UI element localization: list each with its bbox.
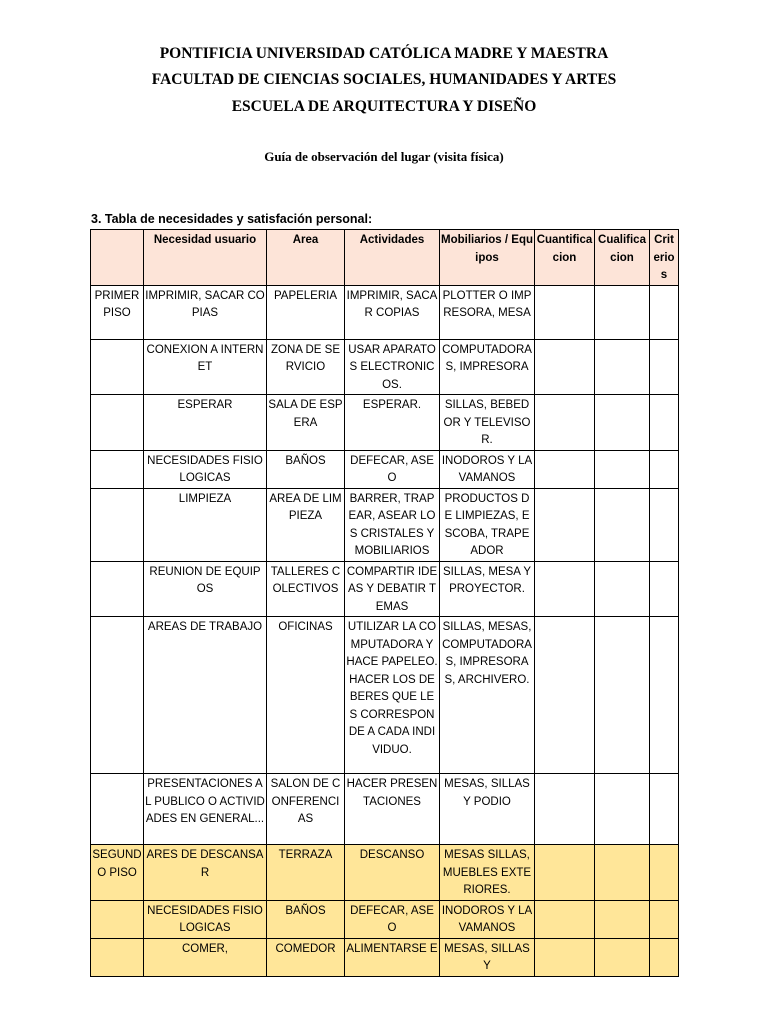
qualification-cell (595, 488, 650, 561)
area-cell: COMEDOR (267, 938, 345, 976)
furniture-cell: SILLAS, BEBEDOR Y TELEVISOR. (440, 395, 535, 451)
need-cell: LIMPIEZA (144, 488, 267, 561)
table-row (91, 395, 679, 451)
needs-table (90, 229, 679, 977)
table-header-row (91, 230, 679, 286)
table-row (91, 845, 679, 901)
header-area: Area (267, 230, 345, 286)
need-cell: AREAS DE TRABAJO (144, 617, 267, 774)
qualification-cell (595, 900, 650, 938)
area-cell: ZONA DE SERVICIO (267, 339, 345, 395)
qualification-cell (595, 617, 650, 774)
need-cell: ARES DE DESCANSAR (144, 845, 267, 901)
need-cell: IMPRIMIR, SACAR COPIAS (144, 285, 267, 339)
criteria-cell (650, 617, 679, 774)
quantification-cell (535, 938, 595, 976)
floor-cell (91, 488, 144, 561)
area-cell: TERRAZA (267, 845, 345, 901)
header-criteria: Criterios (650, 230, 679, 286)
qualification-cell (595, 561, 650, 617)
area-cell: TALLERES COLECTIVOS (267, 561, 345, 617)
header-qualification: Cualificacion (595, 230, 650, 286)
floor-cell: SEGUNDO PISO (91, 845, 144, 901)
area-cell: SALA DE ESPERA (267, 395, 345, 451)
activities-cell: ALIMENTARSE E (345, 938, 440, 976)
university-name: PONTIFICIA UNIVERSIDAD CATÓLICA MADRE Y MAESTRA (159, 45, 609, 62)
header-quantification: Cuantificacion (535, 230, 595, 286)
faculty-name: FACULTAD DE CIENCIAS SOCIALES, HUMANIDADES Y ARTES (151, 71, 617, 88)
school-name: ESCUELA DE ARQUITECTURA Y DISEÑO (231, 98, 537, 115)
table-row (91, 774, 679, 845)
qualification-cell (595, 395, 650, 451)
need-cell: NECESIDADES FISIOLOGICAS (144, 450, 267, 488)
quantification-cell (535, 339, 595, 395)
criteria-cell (650, 488, 679, 561)
header-furniture: Mobiliarios / Equipos (440, 230, 535, 286)
floor-cell: PRIMER PISO (91, 285, 144, 339)
document-subtitle: Guía de observación del lugar (visita física) (264, 149, 504, 164)
furniture-cell: INODOROS Y LAVAMANOS (440, 900, 535, 938)
area-cell: OFICINAS (267, 617, 345, 774)
activities-cell: DEFECAR, ASEO (345, 900, 440, 938)
area-cell: BAÑOS (267, 450, 345, 488)
furniture-cell: MESAS, SILLAS Y (440, 938, 535, 976)
quantification-cell (535, 561, 595, 617)
table-row (91, 900, 679, 938)
floor-cell (91, 900, 144, 938)
criteria-cell (650, 285, 679, 339)
furniture-cell: COMPUTADORAS, IMPRESORA (440, 339, 535, 395)
activities-cell: COMPARTIR IDEAS Y DEBATIR TEMAS (345, 561, 440, 617)
qualification-cell (595, 450, 650, 488)
section-title: 3. Tabla de necesidades y satisfación personal: (91, 212, 373, 226)
criteria-cell (650, 339, 679, 395)
qualification-cell (595, 845, 650, 901)
quantification-cell (535, 450, 595, 488)
quantification-cell (535, 617, 595, 774)
floor-cell (91, 339, 144, 395)
activities-cell: DESCANSO (345, 845, 440, 901)
table-row (91, 617, 679, 774)
area-cell: AREA DE LIMPIEZA (267, 488, 345, 561)
activities-cell: BARRER, TRAPEAR, ASEAR LOS CRISTALES Y MOBILIARIOS (345, 488, 440, 561)
furniture-cell: PLOTTER O IMPRESORA, MESA (440, 285, 535, 339)
quantification-cell (535, 395, 595, 451)
header-floor (91, 230, 144, 286)
furniture-cell: PRODUCTOS DE LIMPIEZAS, ESCOBA, TRAPEADOR (440, 488, 535, 561)
criteria-cell (650, 450, 679, 488)
qualification-cell (595, 285, 650, 339)
need-cell: COMER, (144, 938, 267, 976)
activities-cell: DEFECAR, ASEO (345, 450, 440, 488)
table-row (91, 488, 679, 561)
table-row (91, 561, 679, 617)
qualification-cell (595, 938, 650, 976)
area-cell: SALON DE CONFERENCIAS (267, 774, 345, 845)
quantification-cell (535, 488, 595, 561)
header-activities: Actividades (345, 230, 440, 286)
need-cell: REUNION DE EQUIPOS (144, 561, 267, 617)
criteria-cell (650, 561, 679, 617)
floor-cell (91, 938, 144, 976)
area-cell: BAÑOS (267, 900, 345, 938)
need-cell: PRESENTACIONES AL PUBLICO O ACTIVIDADES EN GENERAL... (144, 774, 267, 845)
quantification-cell (535, 845, 595, 901)
quantification-cell (535, 774, 595, 845)
need-cell: CONEXION A INTERNET (144, 339, 267, 395)
activities-cell: ESPERAR. (345, 395, 440, 451)
criteria-cell (650, 938, 679, 976)
floor-cell (91, 561, 144, 617)
activities-cell: USAR APARATOS ELECTRONICOS. (345, 339, 440, 395)
quantification-cell (535, 900, 595, 938)
furniture-cell: SILLAS, MESA Y PROYECTOR. (440, 561, 535, 617)
table-row (91, 285, 679, 339)
furniture-cell: MESAS SILLAS, MUEBLES EXTERIORES. (440, 845, 535, 901)
need-cell: ESPERAR (144, 395, 267, 451)
floor-cell (91, 617, 144, 774)
header-need: Necesidad usuario (144, 230, 267, 286)
qualification-cell (595, 339, 650, 395)
criteria-cell (650, 900, 679, 938)
quantification-cell (535, 285, 595, 339)
furniture-cell: INODOROS Y LAVAMANOS (440, 450, 535, 488)
activities-cell: HACER PRESENTACIONES (345, 774, 440, 845)
table-row (91, 450, 679, 488)
table-row (91, 339, 679, 395)
criteria-cell (650, 845, 679, 901)
qualification-cell (595, 774, 650, 845)
activities-cell: IMPRIMIR, SACAR COPIAS (345, 285, 440, 339)
floor-cell (91, 774, 144, 845)
furniture-cell: MESAS, SILLAS Y PODIO (440, 774, 535, 845)
criteria-cell (650, 774, 679, 845)
criteria-cell (650, 395, 679, 451)
floor-cell (91, 450, 144, 488)
need-cell: NECESIDADES FISIOLOGICAS (144, 900, 267, 938)
area-cell: PAPELERIA (267, 285, 345, 339)
table-row (91, 938, 679, 976)
activities-cell: UTILIZAR LA COMPUTADORA Y HACE PAPELEO. HACER LOS DEBERES QUE LES CORRESPONDE A CADA INDIVIDUO. (345, 617, 440, 774)
furniture-cell: SILLAS, MESAS, COMPUTADORAS, IMPRESORAS, ARCHIVERO. (440, 617, 535, 774)
floor-cell (91, 395, 144, 451)
